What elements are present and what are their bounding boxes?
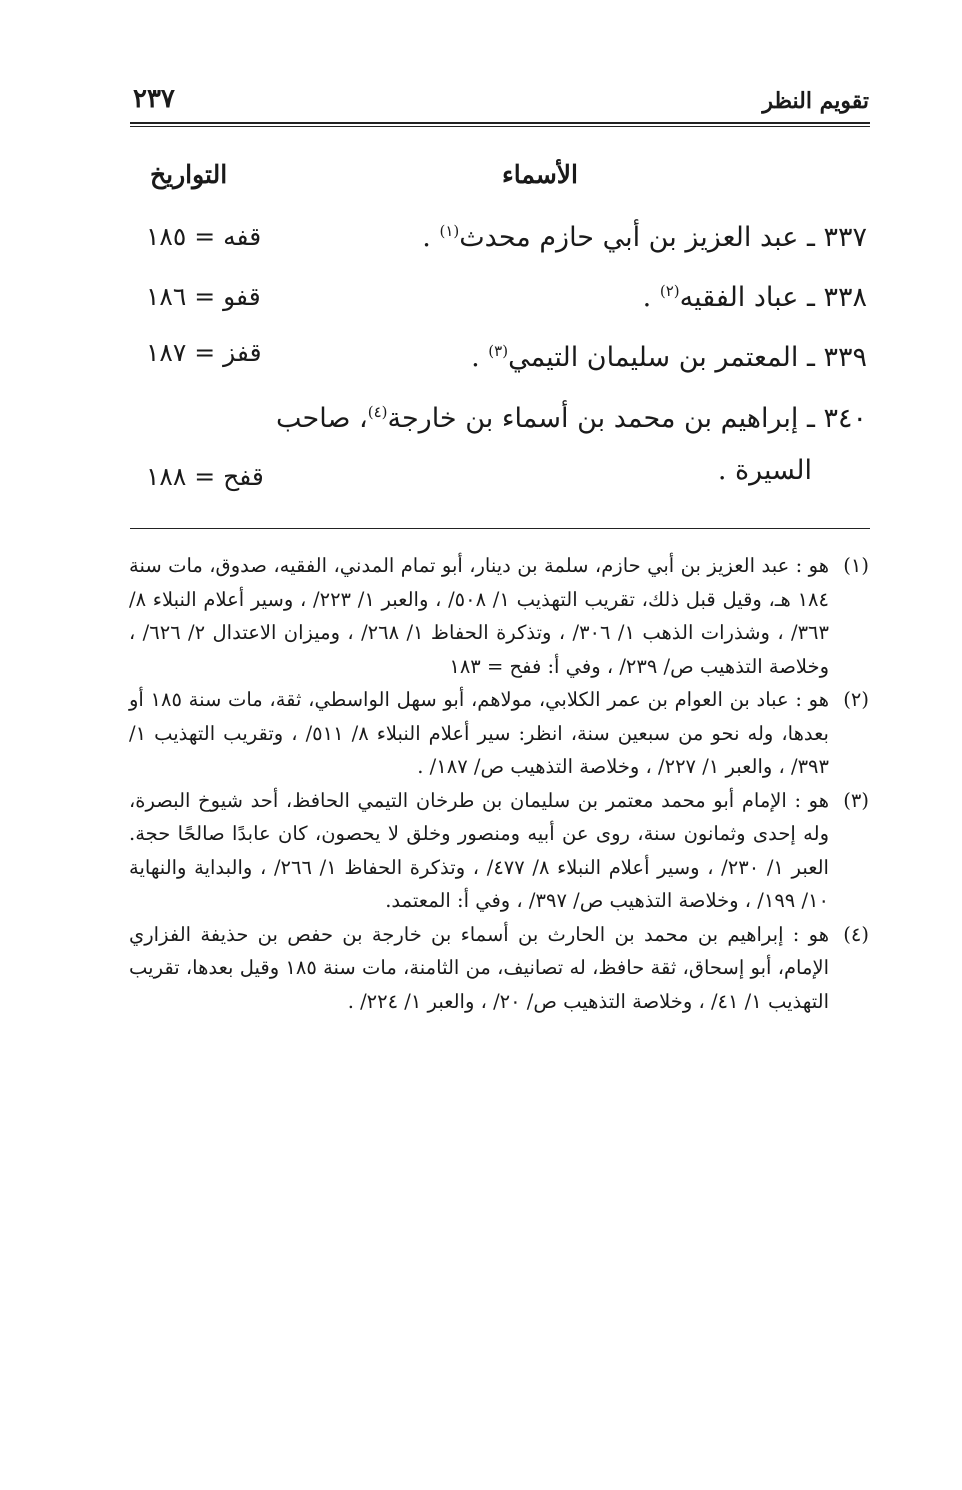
entry-end: .: [422, 222, 431, 253]
running-title: تقويم النظر: [762, 88, 869, 114]
entry-text: ٣٣٩ ـ المعتمر بن سليمان التيمي: [508, 342, 867, 373]
footnote-ref: (٢): [659, 282, 680, 300]
entry-339-date: قفز = ١٨٧: [146, 338, 262, 367]
entry-338: [643, 282, 867, 313]
footnote-4: [129, 918, 869, 1019]
footnotes: [129, 549, 869, 1018]
entry-337: [422, 222, 867, 253]
footnote-text: هو : الإمام أبو محمد معتمر بن سليمان بن طرخان التيمي الحافظ، أحد شيوخ البصرة، وله إحدى وثمانون سنة، روى عن أبيه ومنصور وخلق لا يحصون، كان عابدًا صالحًا حجة. العبر ١/ ٢٣٠/ ، وسير أعلام النبلاء ٨/ ٤٧٧/ ، وتذكرة الحفاظ ١/ ٢٦٦/ ، والبداية والنهاية ١٠/ ١٩٩/ ، وخلاصة التذهيب ص/ ٣٩٧/ ، وفي أ: المعتمد.: [129, 788, 829, 912]
header-rule: [130, 122, 870, 124]
entry-text: ٣٣٧ ـ عبد العزيز بن أبي حازم محدث: [459, 222, 867, 253]
footnote-2: [129, 683, 869, 784]
entry-340-date: قفح = ١٨٨: [146, 462, 264, 491]
footnote-separator: [130, 528, 870, 529]
entry-339: [471, 342, 867, 373]
entry-338-date: قفو = ١٨٦: [146, 282, 261, 311]
entry-text: ٣٤٠ ـ إبراهيم بن محمد بن أسماء بن خارجة: [387, 403, 867, 434]
header-rule-thin: [130, 126, 870, 127]
names-column-heading: الأسماء: [502, 160, 578, 189]
entry-337-date: قفه = ١٨٥: [146, 222, 262, 251]
footnote-ref: (١): [439, 222, 460, 240]
entry-340-line2: السيرة .: [717, 455, 812, 486]
entry-340: [276, 403, 867, 434]
footnote-number: (٢): [843, 688, 869, 711]
entry-text: ٣٣٨ ـ عباد الفقيه: [679, 282, 867, 313]
entry-end: .: [642, 282, 652, 313]
footnote-3: [129, 784, 869, 918]
footnote-number: (٤): [843, 922, 869, 946]
footnote-ref: (٣): [488, 342, 509, 360]
footnote-number: (١): [843, 554, 869, 577]
entry-end: ، صاحب: [276, 403, 368, 434]
footnote-text: هو : عبد العزيز بن أبي حازم، سلمة بن دينار، أبو تمام المدني، الفقيه، صدوق، مات سنة ١٨٤ هـ، وقيل قبل ذلك، تقريب التهذيب ١/ ٥٠٨/ ، والعبر ١/ ٢٢٣/ ، وسير أعلام النبلاء ٨/ ٣٦٣/ ، وشذرات الذهب ١/ ٣٠٦/ ، وتذكرة الحفاظ ١/ ٢٦٨/ ، وميزان الاعتدال ٢/ ٦٢٦/ ، وخلاصة التذهيب ص/ ٢٣٩/ ، وفي أ: ففح = ١٨٣: [129, 554, 829, 678]
footnote-text: هو : عباد بن العوام بن عمر الكلابي، مولاهم، أبو سهل الواسطي، ثقة، مات سنة ١٨٥ أو بعدها، وله نحو من سبعين سنة، انظر: سير أعلام النبلاء ٨/ ٥١١/ ، وتقريب التهذيب ١/ ٣٩٣/ ، والعبر ١/ ٢٢٧/ ، وخلاصة التذهيب ص/ ١٨٧/ .: [129, 688, 829, 778]
footnote-ref: (٤): [367, 403, 388, 421]
page-number: ٢٣٧: [133, 84, 175, 114]
entry-end: .: [471, 342, 480, 373]
footnote-text: هو : إبراهيم بن محمد بن الحارث بن أسماء بن خارجة بن حفص بن حذيفة الفزاري الإمام، أبو إسحاق، ثقة حافظ، له تصانيف، من الثامنة، مات سنة ١٨٥ وقيل بعدها، تقريب التهذيب ١/ ٤١/ ، وخلاصة التذهيب ص/ ٢٠/ ، والعبر ١/ ٢٢٤/ .: [129, 922, 829, 1013]
footnote-1: [129, 549, 869, 683]
footnote-number: (٣): [843, 788, 869, 812]
dates-column-heading: التواريخ: [150, 160, 228, 189]
